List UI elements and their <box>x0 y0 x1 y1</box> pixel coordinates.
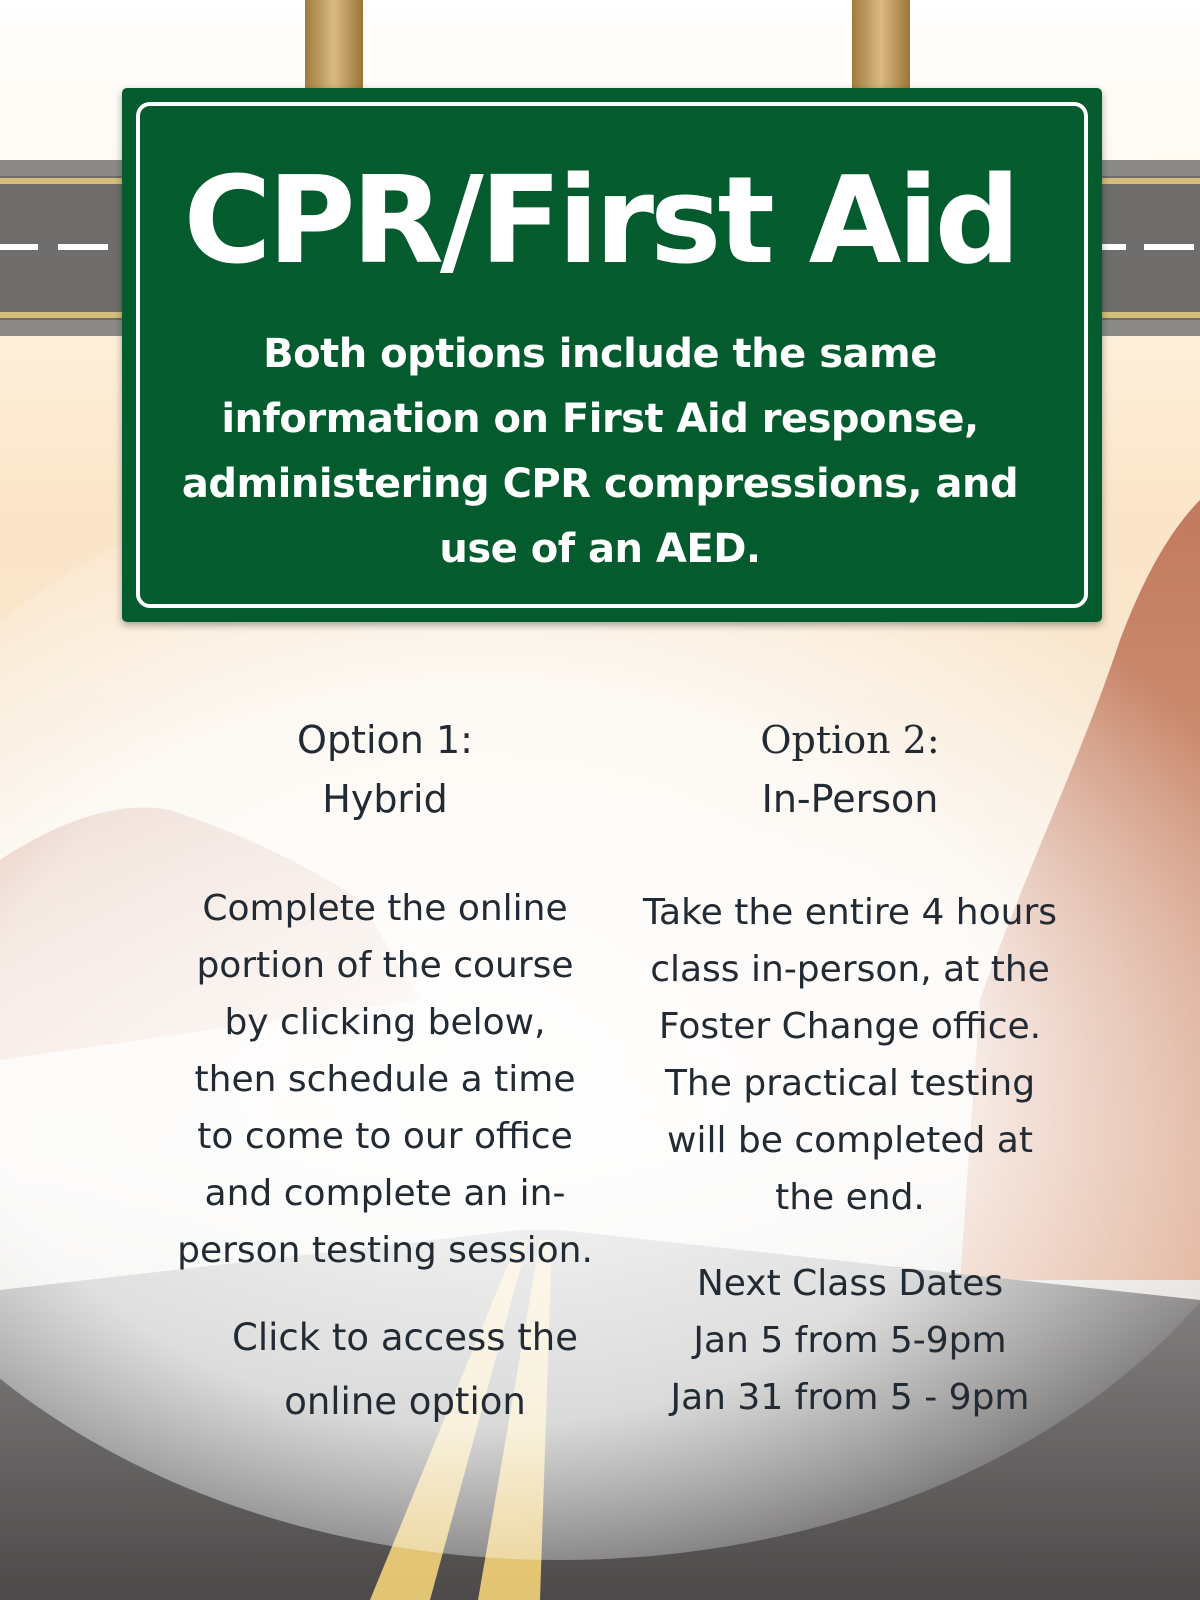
page-title: CPR/First Aid <box>183 152 1017 291</box>
option2-column <box>620 0 1080 1600</box>
option1-description-line: then schedule a time <box>194 1059 576 1100</box>
option2-heading: Option 2: <box>760 718 940 762</box>
sign-subtitle-line: use of an AED. <box>439 526 761 572</box>
option1-description-line: Complete the online <box>202 888 568 929</box>
sign-subtitle-line: administering CPR compressions, and <box>181 461 1019 507</box>
option2-description-line: Take the entire 4 hours <box>642 892 1058 933</box>
option2-description-line: will be completed at <box>667 1120 1033 1161</box>
online-option-link-line: Click to access the <box>232 1316 578 1359</box>
option1-heading: Option 1: <box>297 718 473 762</box>
class-date: Jan 31 from 5 - 9pm <box>670 1377 1030 1418</box>
option1-column <box>160 0 610 1600</box>
next-class-dates <box>620 1255 1080 1426</box>
option1-description-line: portion of the course <box>196 945 574 986</box>
option1-description-line: to come to our office <box>197 1116 573 1157</box>
option1-description <box>160 880 610 1279</box>
option2-subheading: In-Person <box>761 777 939 821</box>
option2-description-line: class in-person, at the <box>650 949 1050 990</box>
option2-description-line: Foster Change office. <box>658 1006 1042 1047</box>
option2-description-line: The practical testing <box>664 1063 1036 1104</box>
sign-subtitle-line: information on First Aid response, <box>221 396 979 442</box>
option2-description <box>620 884 1080 1226</box>
option2-description-line: the end. <box>775 1177 925 1218</box>
online-option-link-line: online option <box>284 1380 526 1423</box>
online-option-link[interactable] <box>180 1306 630 1434</box>
option1-subheading: Hybrid <box>322 777 448 821</box>
option1-description-line: by clicking below, <box>224 1002 546 1043</box>
next-class-dates-heading: Next Class Dates <box>696 1263 1004 1304</box>
option1-description-line: and complete an in- <box>204 1173 566 1214</box>
class-date: Jan 5 from 5-9pm <box>693 1320 1007 1361</box>
option1-description-line: person testing session. <box>177 1230 593 1271</box>
sign-subtitle-line: Both options include the same <box>263 331 937 377</box>
